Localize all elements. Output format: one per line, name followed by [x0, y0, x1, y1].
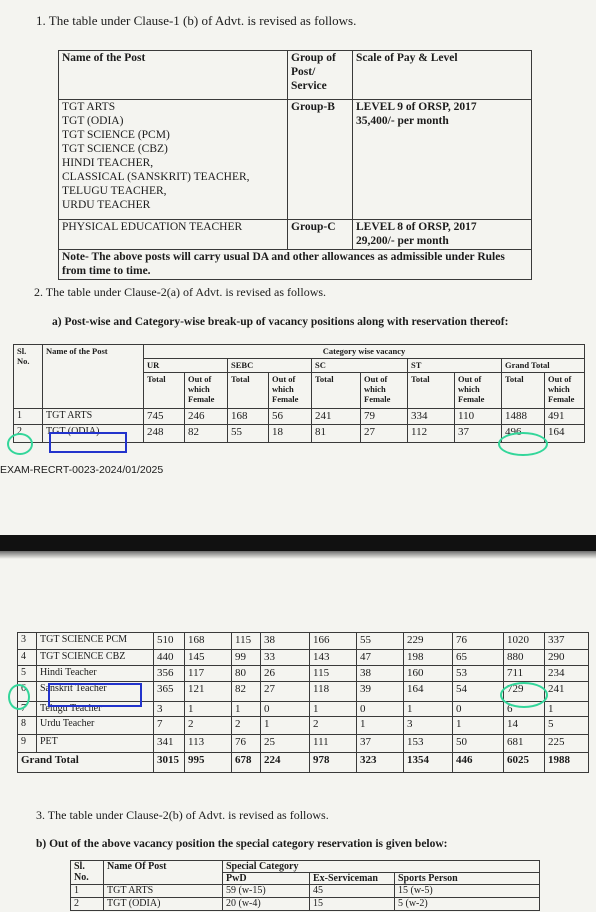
cell: 99	[232, 650, 261, 666]
cell: 6	[504, 702, 545, 717]
cell: 164	[404, 682, 453, 702]
cell: 82	[232, 682, 261, 702]
cell: 337	[545, 633, 589, 650]
cell: 1354	[404, 753, 453, 773]
post-name: TGT SCIENCE (PCM)	[62, 129, 170, 141]
cell: 5	[545, 717, 589, 735]
cell: 121	[185, 682, 232, 702]
note: Note- The above posts will carry usual DA and other allowances as admissible under Rules from time to time.	[59, 250, 532, 280]
grand-total-label: Grand Total	[18, 753, 154, 773]
clause2-heading: 2. The table under Clause-2(a) of Advt. is revised as follows.	[34, 285, 327, 299]
header-ur: UR	[144, 359, 228, 373]
cell: 38	[261, 633, 310, 650]
header-post: Name of the Post	[43, 345, 144, 409]
row-post: TGT (ODIA)	[43, 425, 144, 443]
table-row	[18, 633, 589, 650]
cell: 115	[232, 633, 261, 650]
header-category: Category wise vacancy	[144, 345, 585, 359]
cell: 1	[185, 702, 232, 717]
row-post: TGT SCIENCE CBZ	[37, 650, 154, 666]
cell: 56	[269, 409, 312, 425]
cell: 241	[312, 409, 361, 425]
clause3-heading: 3. The table under Clause-2(b) of Advt. is revised as follows.	[36, 808, 329, 822]
cell: 1	[357, 717, 404, 735]
cell: 711	[504, 666, 545, 682]
cell: 111	[310, 735, 357, 753]
cell: 1	[261, 717, 310, 735]
cell: 224	[261, 753, 310, 773]
header-sc: SC	[312, 359, 408, 373]
cell-sports: 5 (w-2)	[395, 898, 540, 911]
cell: 1	[453, 717, 504, 735]
cell: 341	[154, 735, 185, 753]
header-post: Name of the Post	[59, 51, 288, 100]
cell: 14	[504, 717, 545, 735]
table-row	[14, 409, 585, 425]
cell: 1488	[502, 409, 545, 425]
cell: 80	[232, 666, 261, 682]
header-female: Out of which Female	[269, 373, 312, 409]
cell: 160	[404, 666, 453, 682]
photo-gap-band	[0, 535, 596, 551]
cell: 115	[310, 666, 357, 682]
post-name: TGT (ODIA)	[62, 115, 124, 127]
row-post: TGT (ODIA)	[104, 898, 223, 911]
cell: 880	[504, 650, 545, 666]
scale-amount: 29,200/- per month	[356, 235, 449, 247]
header-scale: Scale of Pay & Level	[353, 51, 532, 100]
cell: 65	[453, 650, 504, 666]
groupC-label: Group-C	[288, 220, 353, 250]
header-post: Name Of Post	[104, 861, 223, 885]
cell: 323	[357, 753, 404, 773]
table-row	[18, 666, 589, 682]
row-sl: 5	[18, 666, 37, 682]
highlight-box-sanskrit	[48, 683, 142, 707]
grand-total-row	[18, 753, 589, 773]
cell: 745	[144, 409, 185, 425]
header-total: Total	[144, 373, 185, 409]
cell: 0	[453, 702, 504, 717]
cell: 356	[154, 666, 185, 682]
cell: 234	[545, 666, 589, 682]
table-row	[18, 735, 589, 753]
cell: 118	[310, 682, 357, 702]
cell: 143	[310, 650, 357, 666]
header-sebc: SEBC	[228, 359, 312, 373]
highlight-box-tgt-odia	[49, 432, 127, 453]
cell: 112	[408, 425, 455, 443]
row-sl: 1	[71, 885, 104, 898]
table-row	[18, 650, 589, 666]
row-sl: 2	[71, 898, 104, 911]
cell: 47	[357, 650, 404, 666]
cell: 55	[228, 425, 269, 443]
cell: 248	[144, 425, 185, 443]
cell: 678	[232, 753, 261, 773]
vacancy-table-top	[13, 344, 585, 443]
header-sl: Sl. No.	[14, 345, 43, 409]
row-post: PET	[37, 735, 154, 753]
cell-pwd: 59 (w-15)	[223, 885, 310, 898]
cell: 496	[502, 425, 545, 443]
highlight-circle-sl2	[7, 433, 33, 455]
header-pwd: PwD	[223, 873, 310, 885]
cell: 113	[185, 735, 232, 753]
header-group: Group of Post/ Service	[288, 51, 353, 100]
cell: 0	[357, 702, 404, 717]
row-post: Sanskrit Teacher	[37, 682, 154, 702]
scale-amount: 35,400/- per month	[356, 115, 449, 127]
cell: 27	[261, 682, 310, 702]
cell: 246	[185, 409, 228, 425]
cell: 37	[455, 425, 502, 443]
groupB-scale	[353, 100, 532, 220]
cell: 365	[154, 682, 185, 702]
cell: 54	[453, 682, 504, 702]
cell: 995	[185, 753, 232, 773]
header-sports: Sports Person	[395, 873, 540, 885]
header-sl: Sl. No.	[71, 861, 104, 885]
table-row	[18, 717, 589, 735]
cell: 18	[269, 425, 312, 443]
row-sl: 4	[18, 650, 37, 666]
post-name: TGT ARTS	[62, 101, 116, 113]
cell: 39	[357, 682, 404, 702]
clause1-heading: 1. The table under Clause-1 (b) of Advt. is revised as follows.	[36, 13, 357, 28]
cell: 168	[185, 633, 232, 650]
header-ex: Ex-Serviceman	[310, 873, 395, 885]
row-post: Hindi Teacher	[37, 666, 154, 682]
cell: 81	[312, 425, 361, 443]
footer-reference: EXAM-RECRT-0023-2024/01/2025	[0, 464, 164, 476]
post-name: TGT SCIENCE (CBZ)	[62, 143, 168, 155]
row-sl: 1	[14, 409, 43, 425]
cell-sports: 15 (w-5)	[395, 885, 540, 898]
cell: 27	[361, 425, 408, 443]
cell: 1	[404, 702, 453, 717]
cell: 2	[232, 717, 261, 735]
cell: 446	[453, 753, 504, 773]
cell: 153	[404, 735, 453, 753]
header-total: Total	[228, 373, 269, 409]
cell: 25	[261, 735, 310, 753]
table-row	[71, 885, 540, 898]
header-total: Total	[408, 373, 455, 409]
row-sl: 3	[18, 633, 37, 650]
post-name: TELUGU TEACHER,	[62, 185, 167, 197]
cell: 1988	[545, 753, 589, 773]
cell: 3	[154, 702, 185, 717]
cell: 79	[361, 409, 408, 425]
cell: 1	[232, 702, 261, 717]
cell: 50	[453, 735, 504, 753]
cell: 0	[261, 702, 310, 717]
cell: 290	[545, 650, 589, 666]
post-name: HINDI TEACHER,	[62, 157, 154, 169]
cell: 1020	[504, 633, 545, 650]
cell: 491	[545, 409, 585, 425]
row-post: TGT ARTS	[43, 409, 144, 425]
cell: 2	[310, 717, 357, 735]
scale-level: LEVEL 8 of ORSP, 2017	[356, 221, 477, 233]
cell: 1	[545, 702, 589, 717]
cell: 166	[310, 633, 357, 650]
row-sl: 9	[18, 735, 37, 753]
cell: 729	[504, 682, 545, 702]
cell-ex: 15	[310, 898, 395, 911]
header-female: Out of which Female	[545, 373, 585, 409]
cell: 168	[228, 409, 269, 425]
cell: 2	[185, 717, 232, 735]
photo-gap-shade	[0, 551, 596, 559]
scale-level: LEVEL 9 of ORSP, 2017	[356, 101, 477, 113]
pay-scale-table	[58, 50, 532, 280]
header-total: Total	[312, 373, 361, 409]
highlight-circle-496	[498, 432, 548, 456]
row-sl: 6	[18, 682, 37, 702]
row-sl: 7	[18, 702, 37, 717]
header-female: Out of which Female	[185, 373, 228, 409]
cell: 55	[357, 633, 404, 650]
cell: 241	[545, 682, 589, 702]
cell: 76	[453, 633, 504, 650]
cell: 53	[453, 666, 504, 682]
header-total: Total	[502, 373, 545, 409]
cell: 110	[455, 409, 502, 425]
row-post: Urdu Teacher	[37, 717, 154, 735]
cell: 334	[408, 409, 455, 425]
row-post: TGT SCIENCE PCM	[37, 633, 154, 650]
header-female: Out of which Female	[455, 373, 502, 409]
highlight-circle-sl6	[8, 684, 30, 710]
header-grand: Grand Total	[502, 359, 585, 373]
table-row	[71, 898, 540, 911]
cell: 3	[404, 717, 453, 735]
clause3-subheading: b) Out of the above vacancy position the special category reservation is given below:	[36, 838, 448, 850]
row-post: TGT ARTS	[104, 885, 223, 898]
cell: 82	[185, 425, 228, 443]
cell: 33	[261, 650, 310, 666]
special-category-table	[70, 860, 540, 911]
header-st: ST	[408, 359, 502, 373]
header-special: Special Category	[223, 861, 540, 873]
cell: 1	[310, 702, 357, 717]
row-sl: 8	[18, 717, 37, 735]
groupC-scale	[353, 220, 532, 250]
cell: 6025	[504, 753, 545, 773]
cell: 198	[404, 650, 453, 666]
cell: 76	[232, 735, 261, 753]
cell: 164	[545, 425, 585, 443]
cell: 681	[504, 735, 545, 753]
groupC-post: PHYSICAL EDUCATION TEACHER	[59, 220, 288, 250]
cell: 978	[310, 753, 357, 773]
cell: 225	[545, 735, 589, 753]
cell: 38	[357, 666, 404, 682]
post-name: CLASSICAL (SANSKRIT) TEACHER,	[62, 171, 250, 183]
cell: 510	[154, 633, 185, 650]
cell: 440	[154, 650, 185, 666]
row-post: Telugu Teacher	[37, 702, 154, 717]
cell: 3015	[154, 753, 185, 773]
cell: 145	[185, 650, 232, 666]
cell: 117	[185, 666, 232, 682]
groupB-label: Group-B	[288, 100, 353, 220]
cell: 229	[404, 633, 453, 650]
cell: 26	[261, 666, 310, 682]
cell: 7	[154, 717, 185, 735]
cell: 37	[357, 735, 404, 753]
highlight-circle-729	[500, 682, 548, 708]
cell-pwd: 20 (w-4)	[223, 898, 310, 911]
clause2-subheading: a) Post-wise and Category-wise break-up of vacancy positions along with reservation thereof:	[52, 316, 509, 328]
groupB-posts	[59, 100, 288, 220]
post-name: URDU TEACHER	[62, 199, 151, 211]
row-sl: 2	[14, 425, 43, 443]
header-female: Out of which Female	[361, 373, 408, 409]
cell-ex: 45	[310, 885, 395, 898]
